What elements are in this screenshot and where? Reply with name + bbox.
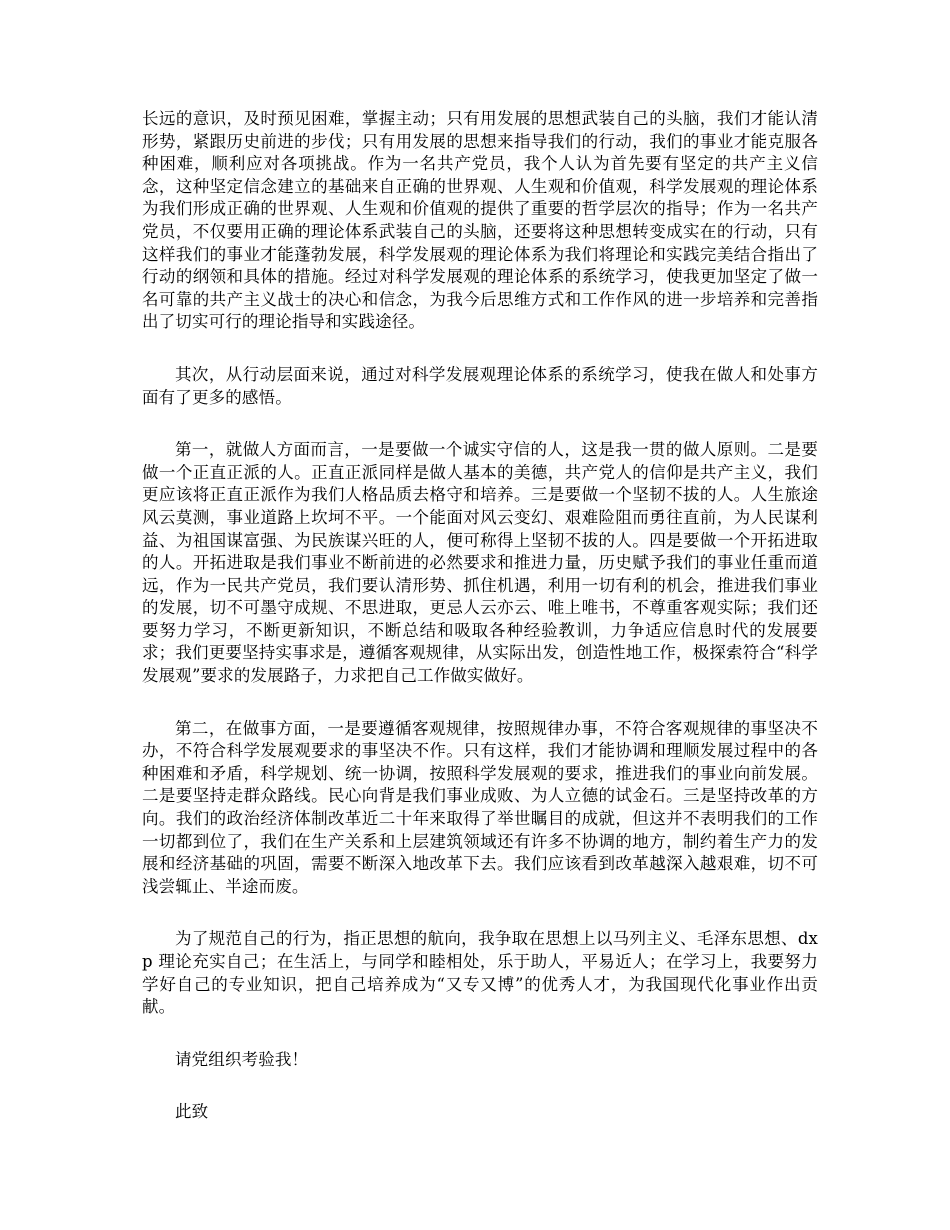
paragraph-3: 第一，就做人方面而言，一是要做一个诚实守信的人，这是我一贯的做人原则。二是要做一个正直正派的人。正直正派同样是做人基本的美德，共产党人的信仰是共产主义，我们更应该将正直正派作为我们人格品质去格守和培养。三是要做一个坚韧不拔的人。人生旅途风云莫测，事业道路上坎坷不平。一个能面对风云变幻、艰难险阻而勇往直前，为人民谋利益、为祖国谋富强、为民族谋兴旺的人，便可称得上坚韧不拔的人。四是要做一个开拓进取的人。开拓进取是我们事业不断前进的必然要求和推进力量，历史赋予我们的事业任重而道远，作为一民共产党员，我们要认清形势、抓住机遇，利用一切有利的机会，推进我们事业的发展，切不可墨守成规、不思进取，更忌人云亦云、唯上唯书，不尊重客观实际；我们还要努力学习，不断更新知识，不断总结和吸取各种经验教训，力争适应信息时代的发展要求；我们更要坚持实事求是，遵循客观规律，从实际出发，创造性地工作，极探索符合“科学发展观”要求的发展路子，力求把自己工作做实做好。 <box>142 440 818 686</box>
paragraph-2: 其次，从行动层面来说，通过对科学发展观理论体系的系统学习，使我在做人和处事方面有了更多的感悟。 <box>142 364 818 407</box>
closing-salutation: 此致 <box>175 1102 209 1122</box>
document-page <box>142 108 818 1154</box>
paragraph-1: 长远的意识，及时预见困难，掌握主动；只有用发展的思想武装自己的头脑，我们才能认清形势，紧跟历史前进的步伐；只有用发展的思想来指导我们的行动，我们的事业才能克服各种困难，顺利应对各项挑战。作为一名共产党员，我个人认为首先要有坚定的共产主义信念，这种坚定信念建立的基础来自正确的世界观、人生观和价值观，科学发展观的理论体系为我们形成正确的世界观、人生观和价值观的提供了重要的哲学层次的指导；作为一名共产党员，不仅要用正确的理论体系武装自己的头脑，还要将这种思想转变成实在的行动，只有这样我们的事业才能蓬勃发展，科学发展观的理论体系为我们将理论和实践完美结合指出了行动的纲领和具体的措施。经过对科学发展观的理论体系的系统学习，使我更加坚定了做一名可靠的共产主义战士的决心和信念，为我今后思维方式和工作作风的进一步培养和完善指出了切实可行的理论指导和实践途径。 <box>142 109 818 332</box>
paragraph-5: 为了规范自己的行为，指正思想的航向，我争取在思想上以马列主义、毛泽东思想、dxp 理论充实自己；在生活上，与同学和睦相处，乐于助人，平易近人；在学习上，我要努力学好自己的专业知识，把自己培养成为“又专又博”的优秀人才，为我国现代化事业作出贡献。 <box>142 929 818 1017</box>
paragraph-4: 第二，在做事方面，一是要遵循客观规律，按照规律办事，不符合客观规律的事坚决不办，不符合科学发展观要求的事坚决不作。只有这样，我们才能协调和理顺发展过程中的各种困难和矛盾，科学规划、统一协调，按照科学发展观的要求，推进我们的事业向前发展。二是要坚持走群众路线。民心向背是我们事业成败、为人立德的试金石。三是坚持改革的方向。我们的政治经济体制改革近二十年来取得了举世瞩目的成就，但这并不表明我们的工作一切都到位了，我们在生产关系和上层建筑领域还有许多不协调的地方，制约着生产力的发展和经济基础的巩固，需要不断深入地改革下去。我们应该看到改革越深入越艰难，切不可浅尝辄止、半途而废。 <box>142 718 818 896</box>
closing-request: 请党组织考验我！ <box>175 1049 309 1069</box>
